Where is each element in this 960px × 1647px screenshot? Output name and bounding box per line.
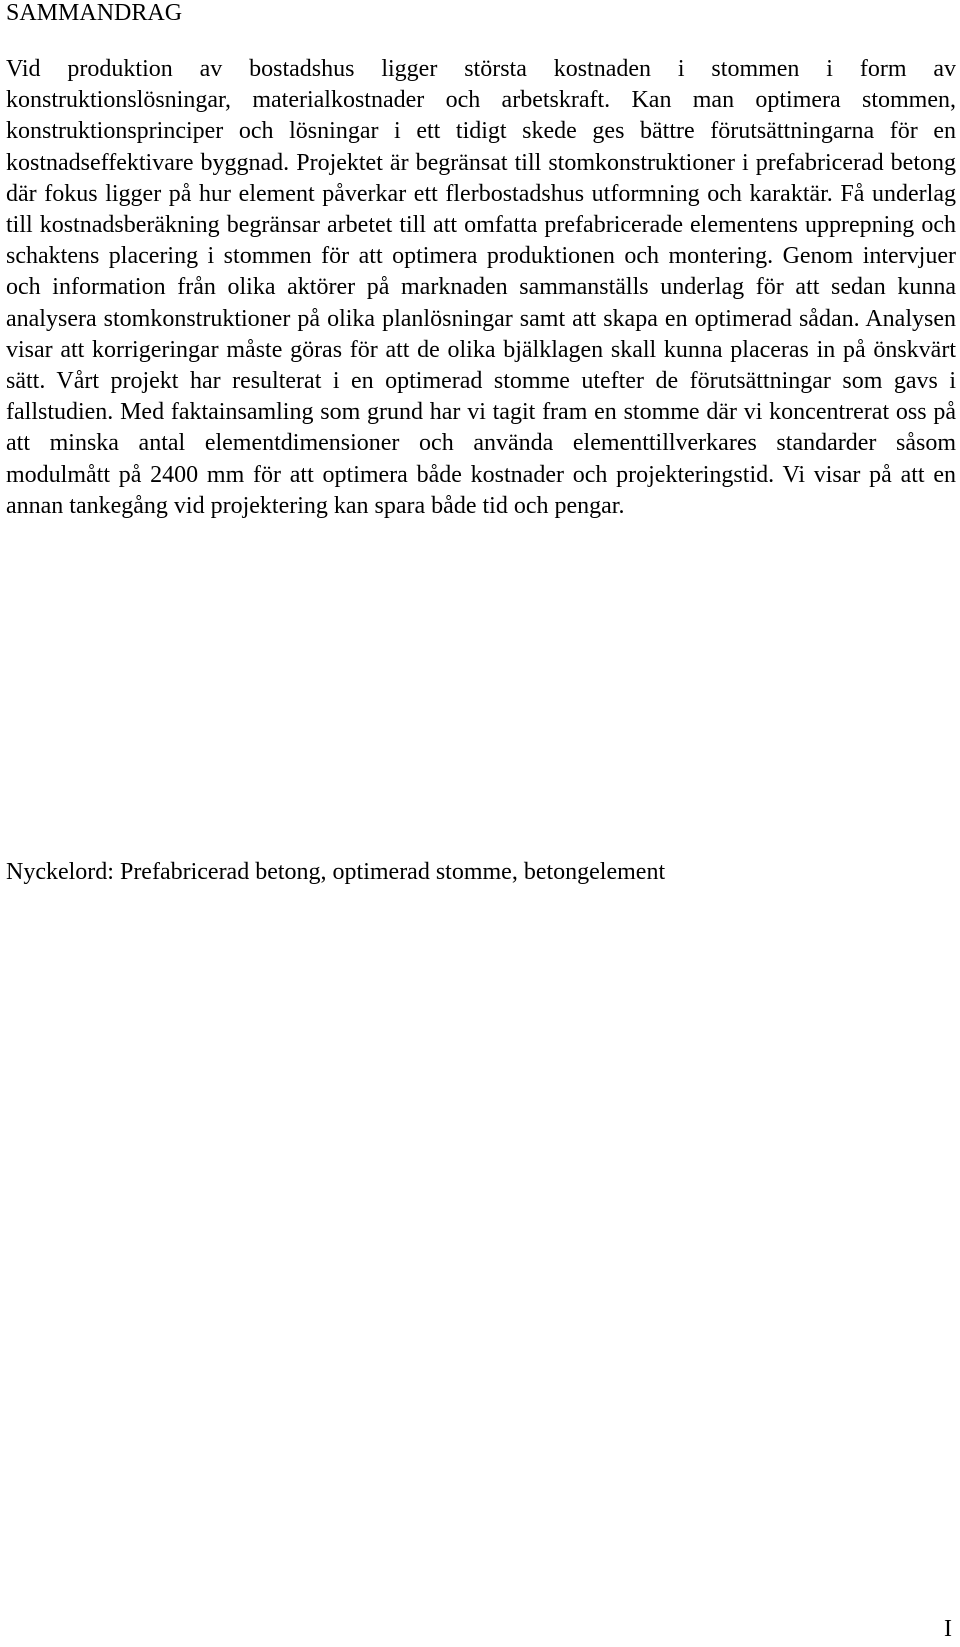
page-title: SAMMANDRAG [6, 0, 183, 26]
keywords-line: Nyckelord: Prefabricerad betong, optimerad stomme, betongelement [6, 859, 666, 885]
abstract-paragraph: Vid produktion av bostadshus ligger största kostnaden i stommen i form av konstruktionslösningar, materialkostnader och arbetskraft. Kan man optimera stommen, konstruktionsprinciper och lösningar i ett tidigt skede ges bättre förutsättningarna för en kostnadseffektivare byggnad. Projektet är begränsat till stomkonstruktioner i prefabricerad betong där fokus ligger på hur element påverkar ett flerbostadshus utformning och karaktär. Få underlag till kostnadsberäkning begränsar arbetet till att omfatta prefabricerade elementens upprepning och schaktens placering i stommen för att optimera produktionen och montering. Genom intervjuer och information från olika aktörer på marknaden sammanställs underlag för att sedan kunna analysera stomkonstruktioner på olika planlösningar samt att skapa en optimerad sådan. Analysen visar att korrigeringar måste göras för att de olika bjälklagen skall kunna placeras in på önskvärt sätt. Vårt projekt har resulterat i en optimerad stomme utefter de förutsättningar som gavs i fallstudien. Med faktainsamling som grund har vi tagit fram en stomme där vi koncentrerat oss på att minska antal elementdimensioner och använda elementtillverkares standarder såsom modulmått på 2400 mm för att optimera både kostnader och projekteringstid. Vi visar på att en annan tankegång vid projektering kan spara både tid och pengar. [6, 56, 956, 519]
page-number: I [944, 1616, 952, 1642]
